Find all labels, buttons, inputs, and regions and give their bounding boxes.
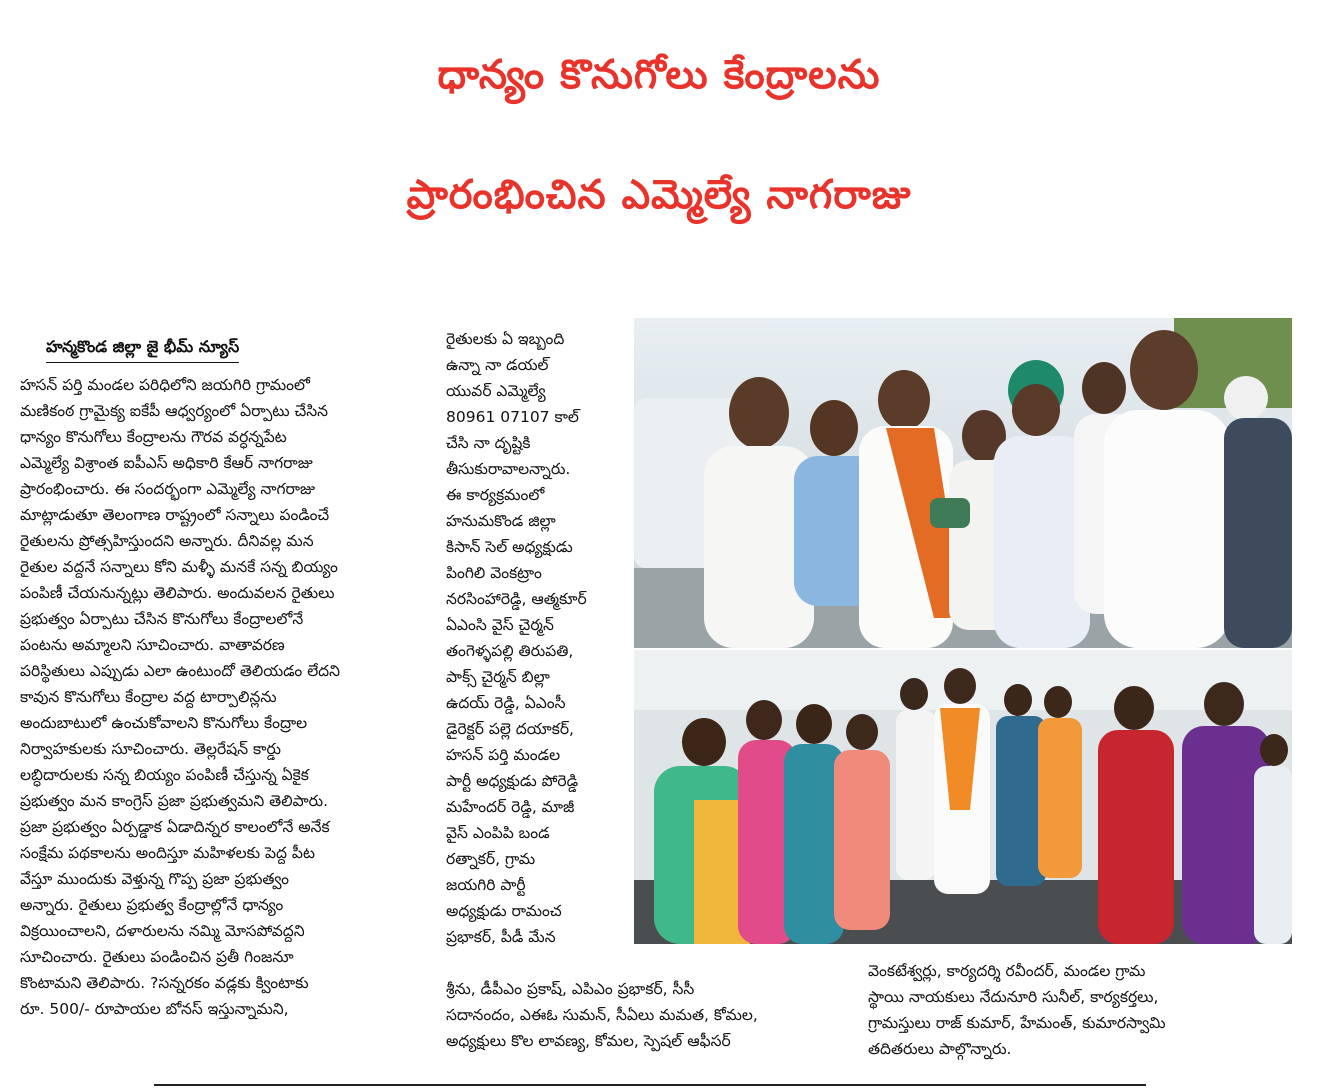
text-line: పంపిణీ చేయనున్నట్లు తెలిపారు. అందువలన రైతులు [20, 584, 335, 602]
photo-women-group-image [634, 650, 1292, 944]
text-line: ఉన్నా నా డయల్ [446, 356, 549, 374]
text-line: రైతులకు ఏ ఇబ్బంది [446, 330, 565, 348]
text-line: పాక్స్ చైర్మన్ బిల్లా [446, 668, 550, 686]
text-line: హసన్ పర్తి మండల పరిధిలోని జయగిరి గ్రామంలో [20, 376, 310, 394]
text-line: రూ. 500/- రూపాయల బోనస్ ఇస్తున్నామని, [20, 1000, 289, 1018]
photo-women-group [634, 650, 1292, 944]
text-line: ప్రారంభించారు. ఈ సందర్భంగా ఎమ్మెల్యే నాగరాజు [20, 480, 316, 498]
text-line: డైరెక్టర్ పల్లె దయాకర్, [446, 720, 574, 738]
text-line: జయగిరి పార్టీ [446, 876, 526, 894]
article-column-3 [446, 976, 858, 1054]
article-column-4 [868, 958, 1300, 1062]
text-line: రైతుల వద్దనే సన్నాలు కోని మళ్ళీ మనకే సన్న బియ్యం [20, 558, 338, 576]
text-line: పింగిలి వెంకట్రాం [446, 564, 542, 582]
photo-mla-greeting [634, 318, 1292, 648]
text-line: యువర్ ఎమ్మెల్యే [446, 382, 546, 400]
text-line: మహేందర్ రెడ్డి, మాజీ [446, 798, 575, 816]
text-line: మణికంఠ గ్రామైక్య ఐకేపీ ఆధ్వర్యంలో ఏర్పాటు చేసిన [20, 402, 329, 420]
byline: హన్మకొండ జిల్లా జై భీమ్ న్యూస్ [46, 337, 239, 363]
text-line: గ్రామస్తులు రాజ్ కుమార్, హేమంత్, కుమారస్వామి [868, 1014, 1166, 1032]
text-line: హనుమకొండ జిల్లా [446, 512, 556, 530]
text-line: తంగెళ్ళపల్లి తిరుపతి, [446, 642, 574, 660]
text-line: అధ్యక్షులు కొల లావణ్య, కోమల, స్పెషల్ ఆఫీసర్ [446, 1032, 731, 1050]
headline-line-1: ధాన్యం కొనుగోలు కేంద్రాలను [437, 52, 881, 98]
text-line: వెంకటేశ్వర్లు, కార్యదర్శి రవీందర్, మండల గ్రామ [868, 962, 1146, 980]
text-line: ప్రజా ప్రభుత్వం ఏర్పడ్డాక ఏడాదిన్నర కాలంలోనే అనేక [20, 818, 330, 836]
text-line: పార్టీ అధ్యక్షుడు పోరెడ్డి [446, 772, 579, 790]
photo-mla-greeting-image [634, 318, 1292, 648]
text-line: వైస్ ఎంపిపి బండ [446, 824, 550, 842]
text-line: శ్రీను, డీపీఎం ప్రకాష్, ఎపిఎం ప్రభాకర్, సీసీ [446, 980, 695, 998]
text-line: ఉదయ్ రెడ్డి, ఏఎంసీ [446, 694, 566, 712]
text-line: పంటను అమ్మాలని సూచించారు. వాతావరణ [20, 636, 285, 654]
text-line: ప్రభుత్వం మన కాంగ్రెస్ ప్రజా ప్రభుత్వమని తెలిపారు. [20, 792, 329, 810]
text-line: ప్రభాకర్, పీడీ మేన [446, 928, 556, 946]
text-line: తదితరులు పాల్గొన్నారు. [868, 1040, 1012, 1058]
text-line: మాట్లాడుతూ తెలంగాణ రాష్ట్రంలో సన్నాలు పండించే [20, 506, 330, 524]
text-line: ప్రభుత్వం ఏర్పాటు చేసిన కొనుగోలు కేంద్రాలలోనే [20, 610, 304, 628]
text-line: లబ్ధిదారులకు సన్న బియ్యం పంపిణీ చేస్తున్న ఏకైక [20, 766, 309, 784]
text-line: రత్నాకర్, గ్రామ [446, 850, 536, 868]
text-line: సదానందం, ఎఈఓ సుమన్, సీఏలు మమత, కోమల, [446, 1006, 758, 1024]
text-line: సూచించారు. రైతులు పండించిన ప్రతీ గింజనూ [20, 948, 294, 966]
text-line: సంక్షేమ పథకాలను అందిస్తూ మహిళలకు పెద్ద పీట [20, 844, 315, 862]
headline-line-2: ప్రారంభించిన ఎమ్మెల్యే నాగరాజు [406, 172, 912, 218]
text-line: కావున కొనుగోలు కేంద్రాల వద్ద టార్పాలిన్లను [20, 688, 277, 706]
text-line: చేసి నా దృష్టికి [446, 434, 531, 452]
text-line: ఈ కార్యక్రమంలో [446, 486, 545, 504]
text-line: అన్నారు. రైతులు ప్రభుత్వ కేంద్రాల్లోనే ధాన్యం [20, 896, 284, 914]
text-line: స్థాయి నాయకులు నేదునూరి సునీల్, కార్యకర్తలు, [868, 988, 1159, 1006]
article-column-2 [446, 326, 632, 950]
bottom-rule [154, 1084, 1146, 1086]
text-line: ధాన్యం కొనుగోలు కేంద్రాలను గౌరవ వర్ధన్నపేట [20, 428, 287, 446]
text-line: పరిస్థితులు ఎప్పుడు ఎలా ఉంటుందో తెలియడం లేదని [20, 662, 341, 680]
text-line: అందుబాటులో ఉంచుకోవాలని కొనుగోలు కేంద్రాల [20, 714, 308, 732]
text-line: కొంటామని తెలిపారు. ?సన్నరకం వడ్లకు క్వింటాకు [20, 974, 309, 992]
text-line: అధ్యక్షుడు రామంచ [446, 902, 562, 920]
text-line: రైతులను ప్రోత్సహిస్తుందని అన్నారు. దీనివల్ల మన [20, 532, 314, 550]
text-line: హసన్ పర్తి మండల [446, 746, 561, 764]
text-line: నరసింహారెడ్డి, ఆత్మకూర్ [446, 590, 587, 608]
text-line: నిర్వాహకులకు సూచించారు. తెల్లరేషన్ కార్డు [20, 740, 282, 758]
text-line: కిసాన్ సెల్ అధ్యక్షుడు [446, 538, 573, 556]
text-line: ఎమ్మెల్యే విశ్రాంత ఐపీఎస్ అధికారి కేఆర్ నాగరాజు [20, 454, 313, 472]
text-line: 80961 07107 కాల్ [446, 408, 579, 426]
text-line: తీసుకురావాలన్నారు. [446, 460, 571, 478]
article-column-1 [20, 372, 428, 1022]
text-line: ఏఎంసి వైస్ చైర్మన్ [446, 616, 554, 634]
text-line: విక్రయించాలని, దళారులను నమ్మి మోసపోవద్దని [20, 922, 305, 940]
text-line: వేస్తూ ముందుకు వెళ్తున్న గొప్ప ప్రజా ప్రభుత్వం [20, 870, 290, 888]
